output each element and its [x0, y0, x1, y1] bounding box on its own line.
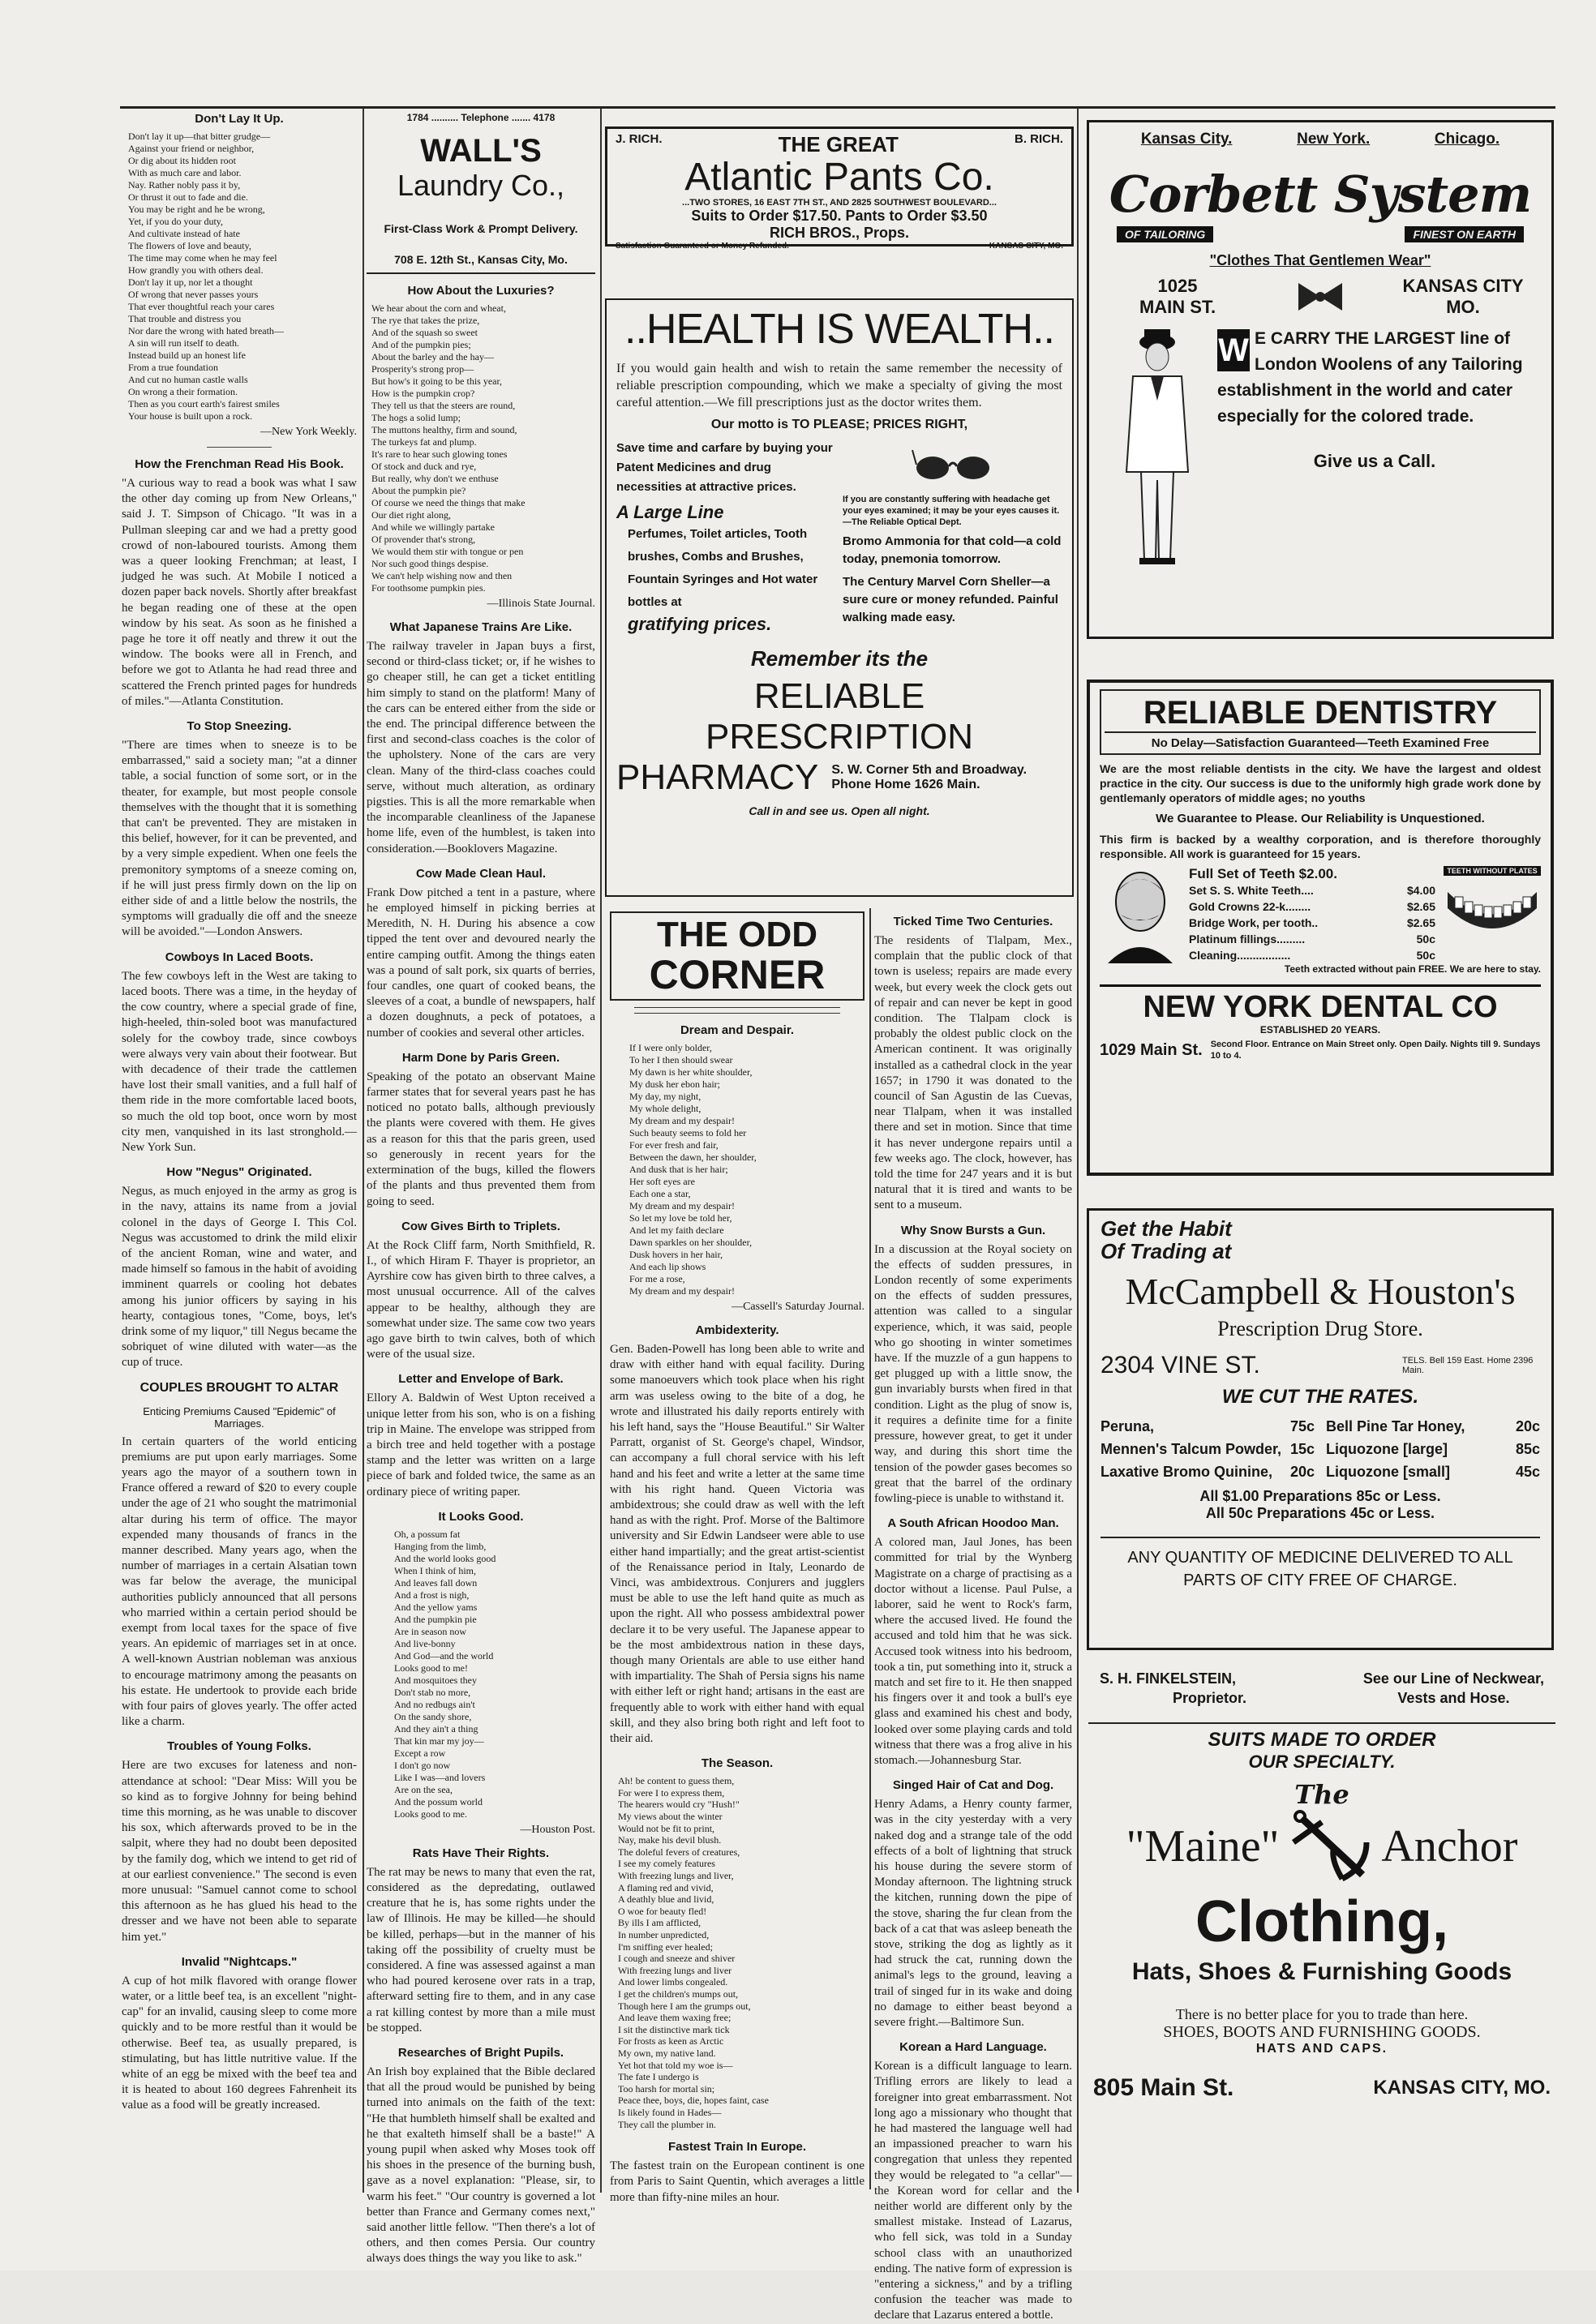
pants-stores: ...TWO STORES, 16 EAST 7TH ST., AND 2825 SOUTHWEST BOULEVARD... [682, 198, 997, 208]
mccampbell-cut-rates: WE CUT THE RATES. [1221, 1386, 1419, 1408]
pants-props: RICH BROS., Props. [769, 225, 910, 241]
mccampbell-all-1: All $1.00 Preparations 85c or Less. [1199, 1488, 1441, 1504]
pants-prices: Suits to Order $17.50. Pants to Order $3.50 [691, 208, 988, 224]
mccampbell-tels: TELS. Bell 159 East. Home 2396 Main. [1402, 1356, 1534, 1375]
source-looks-good: —Houston Post. [520, 1823, 595, 1836]
price-row [1100, 1460, 1315, 1483]
headline-triplets: Cow Gives Birth to Triplets. [401, 1219, 560, 1233]
pants-satisfaction: Satisfaction Guaranteed or Money Refunded. [616, 242, 789, 251]
odd-corner-masthead [610, 911, 865, 1001]
corbett-arc-left: OF TAILORING [1117, 226, 1213, 242]
maine-address: 805 Main St. [1093, 2074, 1234, 2101]
headline-season: The Season. [701, 1756, 774, 1771]
gentleman-figure-icon [1109, 326, 1206, 569]
price-value: 50c [1416, 933, 1435, 945]
maine-anchor: Anchor [1381, 1821, 1518, 1872]
headline-trains: What Japanese Trains Are Like. [389, 620, 573, 634]
odd-corner-column [610, 911, 865, 2204]
source-luxuries: —Illinois State Journal. [487, 598, 595, 610]
pharmacy-headline: ..HEALTH IS WEALTH.. [624, 306, 1054, 353]
dentistry-subtitle: No Delay—Satisfaction Guaranteed—Teeth Examined Free [1105, 731, 1536, 750]
article-cow: Frank Dow pitched a tent in a pasture, where he employed himself in picking berries at Meredith, N. H. During his absence a cow tipped the tent over and devoured nearly the entire camping outfit. Among the things eaten was a pound of salt pork, six quarts of berries, four candles, one quart of cooked beans, the sleeves of a coat, a bundle of newspapers, half a dozen doughnuts, a peck of potatoes, a number of cookies and several other articles. [367, 885, 595, 1040]
dentistry-address: 1029 Main St. [1100, 1040, 1203, 1059]
source-dont-lay: —New York Weekly. [260, 426, 357, 438]
top-rule [120, 106, 1555, 109]
headline-nightcaps: Invalid "Nightcaps." [181, 1954, 298, 1969]
pharmacy-name-2: PHARMACY [616, 757, 819, 797]
source-dream: —Cassell's Saturday Journal. [732, 1301, 865, 1313]
article-couples: In certain quarters of the world enticing premiums are put upon early marriages. Some years ago the mayor of a southern town in France offered a reward of $20 to every couple under the age of 21 who sought the matrimonial altar during his term of office. The mayor expended many thousands of francs in the manner described. Many years ago, when the number of marriages in a certain Alsatian town was far below the average, the municipal authorities publicly announced that all persons who married within a certain period should be exempt from local taxes for the space of five years. An epidemic of marriages set in at once. A well-known Austrian nobleman was anxious to encourage matrimony among the peasants on his estate. He undertook to provide each bride with four pairs of gloves yearly. The offer acted like a charm. [122, 1434, 357, 1729]
pants-line-1: THE GREAT [778, 132, 899, 157]
product-price: 15c [1289, 1441, 1315, 1457]
price-row [1189, 915, 1435, 931]
product-name: Liquozone [small] [1326, 1464, 1450, 1480]
separator [207, 447, 272, 448]
mccampbell-name: McCampbell & Houston's [1125, 1271, 1516, 1312]
pants-company-name: Atlantic Pants Co. [684, 156, 994, 199]
corbett-dropcap: W [1217, 329, 1250, 371]
column-divider [1077, 109, 1079, 2193]
article-pupils: An Irish boy explained that the Bible declared that all the proud would be punished by being turned into animals on the faith of the text: "He that humbleth himself shall be exalted and he that exalteth himself shall be a baste!" A young pupil when asked why Moses took off his shoes in the presence of the burning bush, gave as a novel explanation: "Please, sir, to warm his feet." "Our country is governed a lot better than France and Germany comes next," said another little fellow. "Then there's a lot of others, and then comes Persia. Our country always does things the way you like to ask." [367, 2065, 595, 2266]
article-nightcaps: A cup of hot milk flavored with orange flower water, or a little beef tea, is an excellent "night-cap" for an invalid, causing sleep to come more quickly and to be more restful than it would be otherwise. Beef tea, as usually prepared, is stimulating, but has little nutritive value. If the white of an egg be mixed with the beef tea and it is heated to about 160 degrees Fahrenheit its value as a food will be greatly increased. [122, 1974, 357, 2112]
maine-proprietor-title: Proprietor. [1173, 1690, 1247, 1706]
article-ambidexterity: Gen. Baden-Powell has long been able to write and draw with either hand with equal facility. During some manoeuvers which took place when his right arm was useless owing to the bite of a dog, he wrote and illustrated his daily reports entirely with his left hand, says the "House Beautiful." Sir Walter Parratt, organist of St. George's chapel, Windsor, can accompany a full choral service with his left hand and his feet and write a letter at the same time with his right hand. Queen Victoria was ambidextrous; she could draw as well with the left hand as with the right. Prof. Morse of the Baltimore university and Sir Edwin Landseer were able to use either hand impartially; and the great artist-scientist of the Renaissance period in Italy, Leonardo de Vinci, was ambidextrous. Conjurers and jugglers must be able to use the left hand quite as much as upon the right. All who possess ambidextral power declare it to be very useful. The Japanese appear to be the most ambidextrous nation in these days, though many Orientals are able to use either hand with impartiality. The Shah of Persia signs his name with either left or right hand; artisans in the east are frequently able to work with either hand with equal skill, and they also bring both right and left foot to their aid. [610, 1343, 865, 1746]
column-2 [367, 112, 595, 2266]
article-hoodoo: A colored man, Jaul Jones, has been committed for trial by the Wynberg Magistrate on a charge of practising as a doctor without a license. Paul Pulse, a laborer, said he went to Rock's farm, where the accused lived. He found the accused and told him that he was sick. Accused took witness into his bedroom, took a tin, put something into it, struck a match and set fire to it. He then snapped his fingers over it and took a bull's eye glass and examined his chest and body, looked over some playing cards and told witness that there was a frog alive in his stomach.—Johannesburg Star. [874, 1536, 1072, 1767]
product-price: 85c [1515, 1441, 1540, 1457]
product-name: Bell Pine Tar Honey, [1326, 1418, 1465, 1434]
corbett-city-1: Kansas City. [1140, 131, 1233, 148]
pharmacy-name-1: RELIABLE PRESCRIPTION [705, 676, 974, 757]
subhead-couples: Enticing Premiums Caused "Epidemic" of Marriages. [143, 1404, 336, 1430]
article-snow: In a discussion at the Royal society on the effects of sudden pressures, in London recently of some experiments on the effects of sudden pressures, attention was called to a singular experience, which, it was said, people who go shooting in winter sometimes have. If the muzzle of a gun happens to get plugged up with a little snow, the gun invariably bursts when fired in that condition. Light as the plug of snow is, it requires a definite time for a finite pressure, however great, to get it under way, and during this short time the tension of the powder gases becomes so great that the barrel of the ordinary fowling-piece is unable to withstand it. [874, 1242, 1072, 1505]
odd-corner-title-2: CORNER [649, 952, 826, 997]
poem-season: Ah! be content to guess them, For were I to express them, The hearers would cry "Hush!" My views about the winter Would not be fit to print, Nay, make his devil blush. The doleful fevers of creatures, I see my comely features With freezing lungs and liver, A flaming red and vivid, A deathly blue and livid, O woe for beauty fled! By ills I am afflicted, In number unpredicted, I'm sniffing ever healed; I cough and sneeze and shiver With freezing lungs and liver And lower limbs congealed. I get the children's mumps out, Though here I am the grumps out, And leave them waxing free; I sit the distinctive mark tick For frosts as keen as Arctic My own, my native land. Yet hot that told my woe is— The fate I undergo is Too harsh for mortal sin; Peace thee, boys, die, hopes faint, case Is likely found in Hades— They call the plumber in. [618, 1775, 769, 2130]
headline-sneezing: To Stop Sneezing. [187, 719, 292, 734]
article-negus: Negus, as much enjoyed in the army as grog is in the navy, attains its name from a jovial colonel in the days of George I. This Col. Negus was accustomed to drink the mild elixir of the ancient Roman, wine and water, and made himself so famous in the habit of avoiding imminent quarrels or cooling hot debates among his junior officers by saying in his hearty, contagious tones, "Come, boys, let's drink some of my liquor," till Negus became the sobriquet of wine diluted with water—as the cup of truce. [122, 1185, 357, 1370]
article-frenchman: "A curious way to read a book was what I saw the other day coming up from New Orleans," said J. T. Simpson of Chicago. "It was in a Pullman sleeping car and we had a pretty good crowd of non-laboured tourists. Among them was a queer looking Frenchman; at least, I judged he was such. At Mobile I noticed a dozen paper back novels. Shortly after breakfast he began reading one of these at the open window by his seat. As soon as he finished a page he tore it off neatly and threw it out the window. The books were all in French, and before we got to Atlanta he had read three and scattered the French printed pages for hundreds of miles."—Atlanta Constitution. [122, 477, 357, 708]
pants-city: KANSAS CITY, MO. [989, 242, 1063, 251]
maine-specialty: OUR SPECIALTY. [1248, 1752, 1396, 1772]
headline-dream: Dream and Despair. [680, 1023, 795, 1037]
price-label: Platinum fillings......... [1189, 933, 1306, 945]
corbett-slogan: "Clothes That Gentlemen Wear" [1209, 252, 1431, 268]
dentistry-intro: We are the most reliable dentists in the city. We have the largest and oldest practice in the city. Our success is due to the uniformly high grade work done by gentlemanly operators of middle ages; no youths [1100, 762, 1541, 804]
price-value: $2.65 [1406, 900, 1435, 913]
poem-dream: If I were only bolder, To her I then should swear My dawn is her white shoulder, My dusk her ebon hair; My day, my night, My whole delight, My dream and my despair! Such beauty seems to fold her For ever fresh and fair, Between the dawn, her shoulder, And dusk that is her hair; Her soft eyes are Each one a star, My dream and my despair! So let my love be told her, And let my faith declare Dawn sparkles on her shoulder, Dusk hovers in her hair, And each lip shows For me a rose, My dream and my despair! [629, 1042, 757, 1297]
maine-clothing: Clothing, [1195, 1889, 1448, 1954]
pharmacy-items: Perfumes, Toilet articles, Tooth brushes, Combs and Brushes, Fountain Syringes and Hot water bottles at [628, 527, 818, 609]
price-row [1189, 931, 1435, 947]
headline-troubles: Troubles of Young Folks. [167, 1739, 311, 1754]
headline-fastest-train: Fastest Train In Europe. [667, 2140, 807, 2155]
pharmacy-optical: If you are constantly suffering with headache get your eyes examined; it may be your eyes causes it.—The Reliable Optical Dept. [843, 495, 1060, 527]
dentistry-established: ESTABLISHED 20 YEARS. [1259, 1024, 1381, 1036]
spectacles-icon [912, 442, 993, 491]
walls-address: 708 E. 12th St., Kansas City, Mo. [394, 253, 568, 266]
pharmacy-motto: Our motto is TO PLEASE; PRICES RIGHT, [710, 418, 968, 431]
headline-dont-lay: Don't Lay It Up. [195, 112, 284, 126]
anchor-icon [1285, 1810, 1375, 1883]
headline-hoodoo: A South African Hoodoo Man. [887, 1516, 1059, 1531]
mccampbell-habit-1: Get the Habit [1100, 1216, 1232, 1241]
headline-ambidexterity: Ambidexterity. [695, 1323, 779, 1337]
dentistry-ad [1087, 680, 1554, 1176]
column-1 [122, 112, 357, 2188]
corbett-city-3: Chicago. [1434, 131, 1500, 148]
product-price: 75c [1289, 1418, 1315, 1434]
column-divider [363, 109, 364, 2193]
price-row [1189, 898, 1435, 915]
dentistry-backing: This firm is backed by a wealthy corporation, and is therefore thoroughly responsible. All work is guaranteed for 15 years. [1100, 833, 1541, 860]
corbett-arc-right: FINEST ON EARTH [1405, 226, 1524, 242]
corbett-addr-city: KANSAS CITY [1402, 276, 1524, 296]
article-paris: Speaking of the potato an observant Maine farmer states that for several years past he has noticed no potato balls, although previously the plants were covered with them. He gives as a reason for this that the paris green, used so generously in recent years for the extermination of the bugs, killed the flowers of the plants and thus prevented them from going to seed. [367, 1070, 595, 1208]
headline-looks-good: It Looks Good. [438, 1509, 524, 1524]
article-singed: Henry Adams, a Henry county farmer, was in the city yesterday with a very naked dog and a strange tale of the odd effects of a bolt of lightning that struck his house during the severe storm of Monday afternoon. The lightning struck the kitchen, running down the pipe of the stove, sharing the fur clean from the back of a cat that was asleep beneath the stove, striking the dog as lightly as it had struck the cat, running down the animal's legs to the ground, leaving a trail of singed fur in its wake and doing no damage to either beast beyond a severe fright.—Baltimore Sun. [874, 1798, 1072, 2029]
walls-tagline: First-Class Work & Prompt Delivery. [384, 222, 578, 235]
corbett-ad [1087, 120, 1554, 639]
article-sneezing: "There are times when to sneeze is to be embarrassed," said a society man; "at a dinner table, a social function of some sort, or in the theater, for example, but most people console themselves with the thought that it is something that can't be prevented. They are mistaken in this belief, however, for it can be prevented, and by a very simple expedient. When one feels the premonitory symptoms of a sneeze coming on, if he will just press firmly down on the lip on either side of and a little below the nostrils, the symptoms will gradually die off and the sneeze will be avoided."—London Answers. [122, 739, 357, 939]
product-name: Peruna, [1100, 1418, 1155, 1434]
headline-snow: Why Snow Bursts a Gun. [900, 1223, 1046, 1237]
dentistry-hours: Second Floor. Entrance on Main Street only. Open Daily. Nights till 9. Sundays 10 to 4. [1210, 1040, 1541, 1061]
headline-frenchman: How the Frenchman Read His Book. [135, 457, 344, 471]
pharmacy-sheller: The Century Marvel Corn Sheller—a sure cure or money refunded. Painful walking made easy. [843, 575, 1058, 624]
headline-ticked: Ticked Time Two Centuries. [893, 915, 1053, 928]
price-label: Set S. S. White Teeth.... [1189, 884, 1314, 897]
corbett-body: E CARRY THE LARGEST line of London Woolens of any Tailoring establishment in the world and cater especially for the colored trade. [1217, 329, 1523, 426]
pharmacy-remember: Remember its the [750, 646, 929, 671]
product-price: 20c [1289, 1464, 1315, 1480]
headline-singed: Singed Hair of Cat and Dog. [892, 1778, 1054, 1793]
column-divider [600, 109, 602, 2193]
column-divider [869, 908, 871, 2189]
article-ticked: The residents of Tlalpam, Mex., complain that the public clock of that town is useless; repairs are made every week, but every week the clock gets out of repair and can never be kept in good condition. The Tlalpam clock is probably the oldest public clock on the American continent. It was originally installed as a cathedral clock in the year 1657; in 1790 it was donated to the council of San Agustin de las Cuevas, near Tlalpam, when it was installed there and set in motion. Since that time it has never undergone repairs until a few weeks ago. The clock, however, has told the time for 247 years and it is but natural that it is tired and wants to be sent to a museum. [874, 934, 1072, 1212]
article-rats: The rat may be news to many that even the rat, considered as the depredating, outlawed creature that he is, has some rights under the law of Illinois. He may be killed—he should be killed, perhaps—but in the manner of his taking off the possibility of cruelty must be considered. A fine was assessed against a man who had poured kerosene over rats in a trap, afterward setting fire to them, and in any case a rat killing contest by more than a mile must be stopped. [367, 1865, 595, 2035]
mccampbell-subtitle: Prescription Drug Store. [1217, 1317, 1423, 1340]
headline-pupils: Researches of Bright Pupils. [397, 2045, 564, 2060]
dentistry-teeth-label: TEETH WITHOUT PLATES [1444, 866, 1541, 876]
article-troubles: Here are two excuses for lateness and non-attendance at school: "Dear Miss: Will you be so kind as to forgive Johnny for being behind time this morning, as he was unable to discover his sox, which afterwards proved to be in the salpit, where they had no doubt been deposited by the family dog, which we intend to get rid of at our earliest convenience." The second is even more unusual: "Samuel cannot come to school this afternoon as he has glued his head to the dresser and we have not been able to separate him yet." [122, 1759, 357, 1944]
price-label: Cleaning................. [1189, 949, 1291, 962]
article-triplets: At the Rock Cliff farm, North Smithfield, R. I., of which Hiram F. Thayer is proprietor, an Ayrshire cow has given birth to three calves, a most unusual occurrence. All of the calves appear to be healthy, although they are somewhat under size. The same cow two years ago gave birth to twin calves, both of which were of the usual size. [367, 1238, 595, 1361]
headline-couples: COUPLES BROUGHT TO ALTAR [139, 1380, 339, 1395]
dentistry-company: NEW YORK DENTAL CO [1143, 990, 1498, 1024]
mccampbell-address: 2304 VINE ST. [1100, 1352, 1260, 1379]
headline-cow: Cow Made Clean Haul. [415, 866, 547, 881]
walls-laundry-ad [367, 112, 595, 274]
price-row [1326, 1460, 1540, 1483]
pharmacy-ad [605, 298, 1074, 897]
product-name: Liquozone [large] [1326, 1441, 1448, 1457]
walls-name: WALL'S [420, 133, 542, 169]
price-row [1189, 947, 1435, 963]
dentures-icon [1444, 876, 1541, 933]
corbett-call: Give us a Call. [1313, 451, 1436, 471]
headline-rats: Rats Have Their Rights. [412, 1846, 550, 1860]
atlantic-pants-ad [605, 126, 1074, 251]
article-bark: Ellory A. Baldwin of West Upton received a unique letter from his son, who is on a fishing trip in Maine. The envelope was stripped from a birch tree and held together with a postage stamp and the letter was written on a large piece of bark and folded twice, the same as an ordinary piece of writing paper. [367, 1391, 595, 1499]
price-row [1189, 882, 1435, 898]
poem-luxuries: We hear about the corn and wheat, The rye that takes the prize, And of the squash so sweet And of the pumpkin pies; About the barley and the hay— Prosperity's strong prop— But how's it going to be this year, How is the pumpkin crop? They tell us that the steers are round, The hogs a solid lump; The muttons healthy, firm and sound, The turkeys fat and plump. It's rare to hear such glowing tones Of stock and duck and rye, But really, why don't we enthuse About the pumpkin pie? Of course we need the things that make Our diet right along, And while we willingly partake Of provender that's strong, We would them stir with tongue or pen Nor such good things despise. We can't help wishing now and then For toothsome pumpkin pies. [371, 302, 526, 594]
maine-proprietor: S. H. FINKELSTEIN, [1100, 1670, 1237, 1687]
poem-dont-lay: Don't lay it up—that bitter grudge— Against your friend or neighbor, Or dig about its hidden root With as much care and labor. Nay. Rather nobly pass it by, Or thrust it out to fade and die. You may be right and he be wrong, Yet, if you do your duty, And cultivate instead of hate The flowers of love and beauty, The time may come when he may feel How grandly you with others deal. Don't lay it up, nor let a thought Of wrong that never passes yours That ever thoughtful reach your cares That trouble and distress you Nor dare the wrong with hated breath— A sin will run itself to death. Instead build up an honest life From a true foundation And cut no human castle walls On wrong a their formation. Then as you court earth's fairest smiles Your house is built upon a rock. [128, 131, 284, 422]
article-trains: The railway traveler in Japan buys a first, second or third-class ticket; or, if he wishes to go cheaper still, he can get a ticket entitling him simply to stand on the platform! Many of the cars can be entered either from the side or the end. The principal difference between the first and second-class coaches is the color of the upholstery. None of the cars are very clean. Many of the third-class coaches could serve, without much alteration, as ordinary pigsties. This is all the more remarkable when the incomparable cleanliness of the Japanese home life, even of the humblest, is taken into consideration.—Booklovers Magazine. [367, 640, 595, 855]
poem-looks-good: Oh, a possum fat Hanging from the limb, And the world looks good When I think of him, And leaves fall down And a frost is nigh, And the yellow yams And the pumpkin pie Are in season now And live-bonny And God—and the world Looks good to me! And mosquitoes they Don't stab no more, And no redbugs ain't On the sandy shore, And they ain't a thing That kin mar my joy— Except a row I don't go now Like I was—and lovers Are on the sea, And the possum world Looks good to me. [394, 1528, 496, 1820]
product-name: Laxative Bromo Quinine, [1100, 1464, 1273, 1480]
maine-anchor-ad [1088, 1669, 1555, 2188]
price-label: Bridge Work, per tooth.. [1189, 916, 1319, 929]
corbett-addr-street: MAIN ST. [1139, 297, 1216, 317]
maine-city: KANSAS CITY, MO. [1373, 2077, 1551, 2099]
pharmacy-gratifying: gratifying prices. [628, 614, 772, 634]
mccampbell-ad [1087, 1208, 1554, 1650]
pharmacy-call: Call in and see us. Open all night. [749, 804, 930, 817]
maine-neckwear: See our Line of Neckwear, [1362, 1670, 1544, 1687]
headline-paris: Harm Done by Paris Green. [401, 1050, 560, 1065]
price-row [1100, 1438, 1315, 1460]
price-row [1100, 1415, 1315, 1438]
maine-vests: Vests and Hose. [1397, 1690, 1510, 1706]
maine-the: The [1294, 1779, 1349, 1810]
mccampbell-all-2: All 50c Preparations 45c or Less. [1205, 1505, 1435, 1521]
corbett-logo: Corbett System [1109, 165, 1532, 224]
pants-partner-left: J. RICH. [616, 132, 663, 146]
price-value: 50c [1416, 949, 1435, 962]
maine-better: There is no better place for you to trade than here. [1175, 2006, 1469, 2022]
price-value: $4.00 [1406, 884, 1435, 897]
mccampbell-habit-2: Of Trading at [1100, 1239, 1232, 1263]
headline-bark: Letter and Envelope of Bark. [398, 1372, 564, 1387]
dentist-portrait-icon [1100, 866, 1181, 963]
product-price: 20c [1515, 1418, 1540, 1434]
pharmacy-intro: If you would gain health and wish to retain the same remember the necessity of reliable prescription compounding, which we make a specialty of giving the most careful attention.—We fill prescriptions just as the doctor writes them. [616, 362, 1062, 409]
price-row [1326, 1415, 1540, 1438]
bow-ornament-icon [1292, 277, 1349, 317]
walls-telephone: 1784 .......... Telephone ....... 4178 [406, 112, 556, 123]
article-korean: Korean is a difficult language to learn. Trifling errors are likely to lead a foreigner into great embarrassment. Not long ago a missionary who thought that he had mastered the language well had an impassioned preacher to warn his congregation that unless they repented they would be relegated to "a cellar"—the Korean word for cellar and the neither world are different only by the smallest mistake. Instead of Lazarus, who fell sick, was told in a Sunday school class with an unauthorized ending. The native form of expression is "entering a sickness," and by a trifling confusion the teacher was made to declare that Lazarus entered a bottle. [874, 2060, 1072, 2322]
headline-negus: How "Negus" Originated. [166, 1165, 312, 1180]
price-row [1326, 1438, 1540, 1460]
article-cowboys: The few cowboys left in the West are taking to laced boots. There was a time, in the heyday of the cow country, where a special grade of fine, high-heeled, thin-soled boot was manufactured solely for the cowboy trade, since cowboys were always very vain about their footwear. But with decadence of their trade the cattlemen have lost their small vanities, and a full half of them ride in the more comfortable laced boots, so much the old top boot, once worn by most city men, vanquished in its last stronghold.—New York Sun. [122, 969, 357, 1154]
dentistry-title: RELIABLE DENTISTRY [1143, 695, 1498, 731]
column-3b [874, 911, 1072, 2322]
maine-suits: SUITS MADE TO ORDER [1088, 1722, 1555, 1752]
corbett-addr-state: MO. [1446, 297, 1480, 317]
pharmacy-save: Save time and carfare by buying your Patent Medicines and drug necessities at attractive prices. [616, 441, 833, 494]
pants-partner-right: B. RICH. [1015, 132, 1063, 146]
headline-luxuries: How About the Luxuries? [407, 284, 555, 298]
maine-hats: Hats, Shoes & Furnishing Goods [1131, 1958, 1512, 1985]
maine-caps: HATS AND CAPS. [1255, 2042, 1388, 2056]
product-price: 45c [1515, 1464, 1540, 1480]
article-fastest-train: The fastest train on the European continent is one from Paris to Saint Quentin, which averages a little more than fifty-nine miles an hour. [610, 2159, 865, 2204]
walls-laundry: Laundry Co., [397, 169, 565, 202]
headline-cowboys: Cowboys In Laced Boots. [165, 950, 314, 964]
maine-shoes: SHOES, BOOTS AND FURNISHING GOODS. [1163, 2023, 1481, 2041]
maine-maine: "Maine" [1126, 1821, 1280, 1872]
dentistry-guarantee: We Guarantee to Please. Our Reliability is Unquestioned. [1156, 812, 1485, 825]
price-label: Gold Crowns 22-k........ [1189, 900, 1311, 913]
pharmacy-address: S. W. Corner 5th and Broadway. [831, 763, 1028, 777]
odd-corner-title-1: THE ODD [657, 915, 817, 954]
pharmacy-large-line: A Large Line [616, 502, 724, 522]
ornament-rule [634, 1007, 840, 1014]
pharmacy-phone: Phone Home 1626 Main. [831, 778, 980, 791]
headline-korean: Korean a Hard Language. [899, 2040, 1047, 2055]
mccampbell-delivery: ANY QUANTITY OF MEDICINE DELIVERED TO ALL PARTS OF CITY FREE OF CHARGE. [1100, 1537, 1540, 1592]
corbett-city-2: New York. [1297, 131, 1371, 148]
dentistry-full-set: Full Set of Teeth $2.00. [1189, 866, 1337, 881]
dentistry-note: Teeth extracted without pain FREE. We are here to stay. [1284, 963, 1541, 975]
pharmacy-bromo: Bromo Ammonia for that cold—a cold today, pnemonia tomorrow. [843, 534, 1062, 566]
product-name: Mennen's Talcum Powder, [1100, 1441, 1281, 1457]
price-value: $2.65 [1406, 916, 1435, 929]
corbett-addr-number: 1025 [1157, 276, 1198, 296]
